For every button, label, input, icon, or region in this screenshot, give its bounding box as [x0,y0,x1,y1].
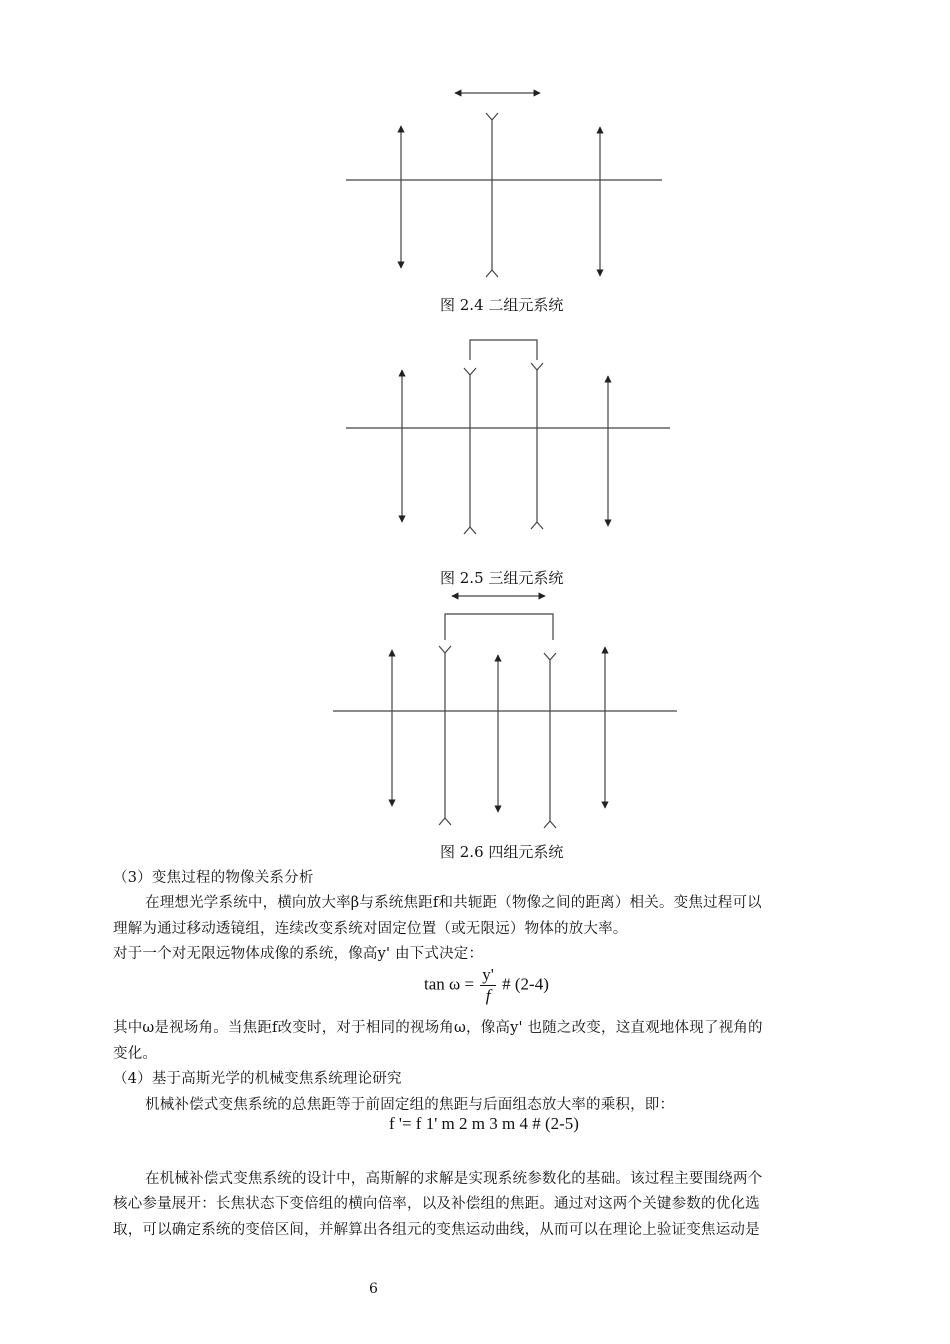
paragraph-text: 对于一个对无限远物体成像的系统，像高y' 由下式决定： [113,946,484,962]
section-3-heading: （3）变焦过程的物像关系分析 [113,870,314,886]
paragraph-text: 其中ω是视场角。当焦距f改变时，对于相同的视场角ω，像高y' 也随之改变，这直观地体现了视角的 [113,1020,763,1036]
figure-2-6-caption: 图 2.6 四组元系统 [440,843,564,861]
figure-2-5-caption: 图 2.5 三组元系统 [440,569,564,587]
equation-fraction [480,965,496,1006]
equation-lhs: tan ω = [424,974,475,994]
equation-tag: # (2-4) [502,974,549,994]
paragraph-text: 核心参量展开：长焦状态下变倍组的横向倍率，以及补偿组的焦距。通过对这两个关键参数的优化选 [113,1196,760,1212]
paragraph-text: 取，可以确定系统的变倍区间，并解算出各组元的变焦运动曲线，从而可以在理论上验证变焦运动是 [113,1222,760,1238]
paragraph-text: 机械补偿式变焦系统的总焦距等于前固定组的焦距与后面组态放大率的乘积，即： [145,1097,675,1113]
fraction-numerator: y' [482,965,494,984]
paragraph-text: 在理想光学系统中，横向放大率β与系统焦距f和共轭距（物像之间的距离）相关。变焦过程可以 [145,895,762,911]
equation-2-4 [424,965,549,1006]
figure-2-4-diagram [346,93,662,277]
figure-2-6-diagram [333,596,677,828]
paragraph-text: 在机械补偿式变焦系统的设计中，高斯解的求解是实现系统参数化的基础。该过程主要围绕两个 [145,1171,763,1187]
fraction-denominator: f [485,986,491,1005]
paragraph-text: 变化。 [113,1046,158,1062]
section-4-heading: （4）基于高斯光学的机械变焦系统理论研究 [113,1071,402,1087]
figure-2-5-diagram [346,340,670,534]
equation-2-5: f '= f 1' m 2 m 3 m 4 # (2-5) [389,1114,579,1133]
page-number: 6 [369,1281,378,1297]
paragraph-text: 理解为通过移动透镜组，连续改变系统对固定位置（或无限远）物体的放大率。 [113,921,628,937]
figure-2-4-caption: 图 2.4 二组元系统 [440,296,564,314]
